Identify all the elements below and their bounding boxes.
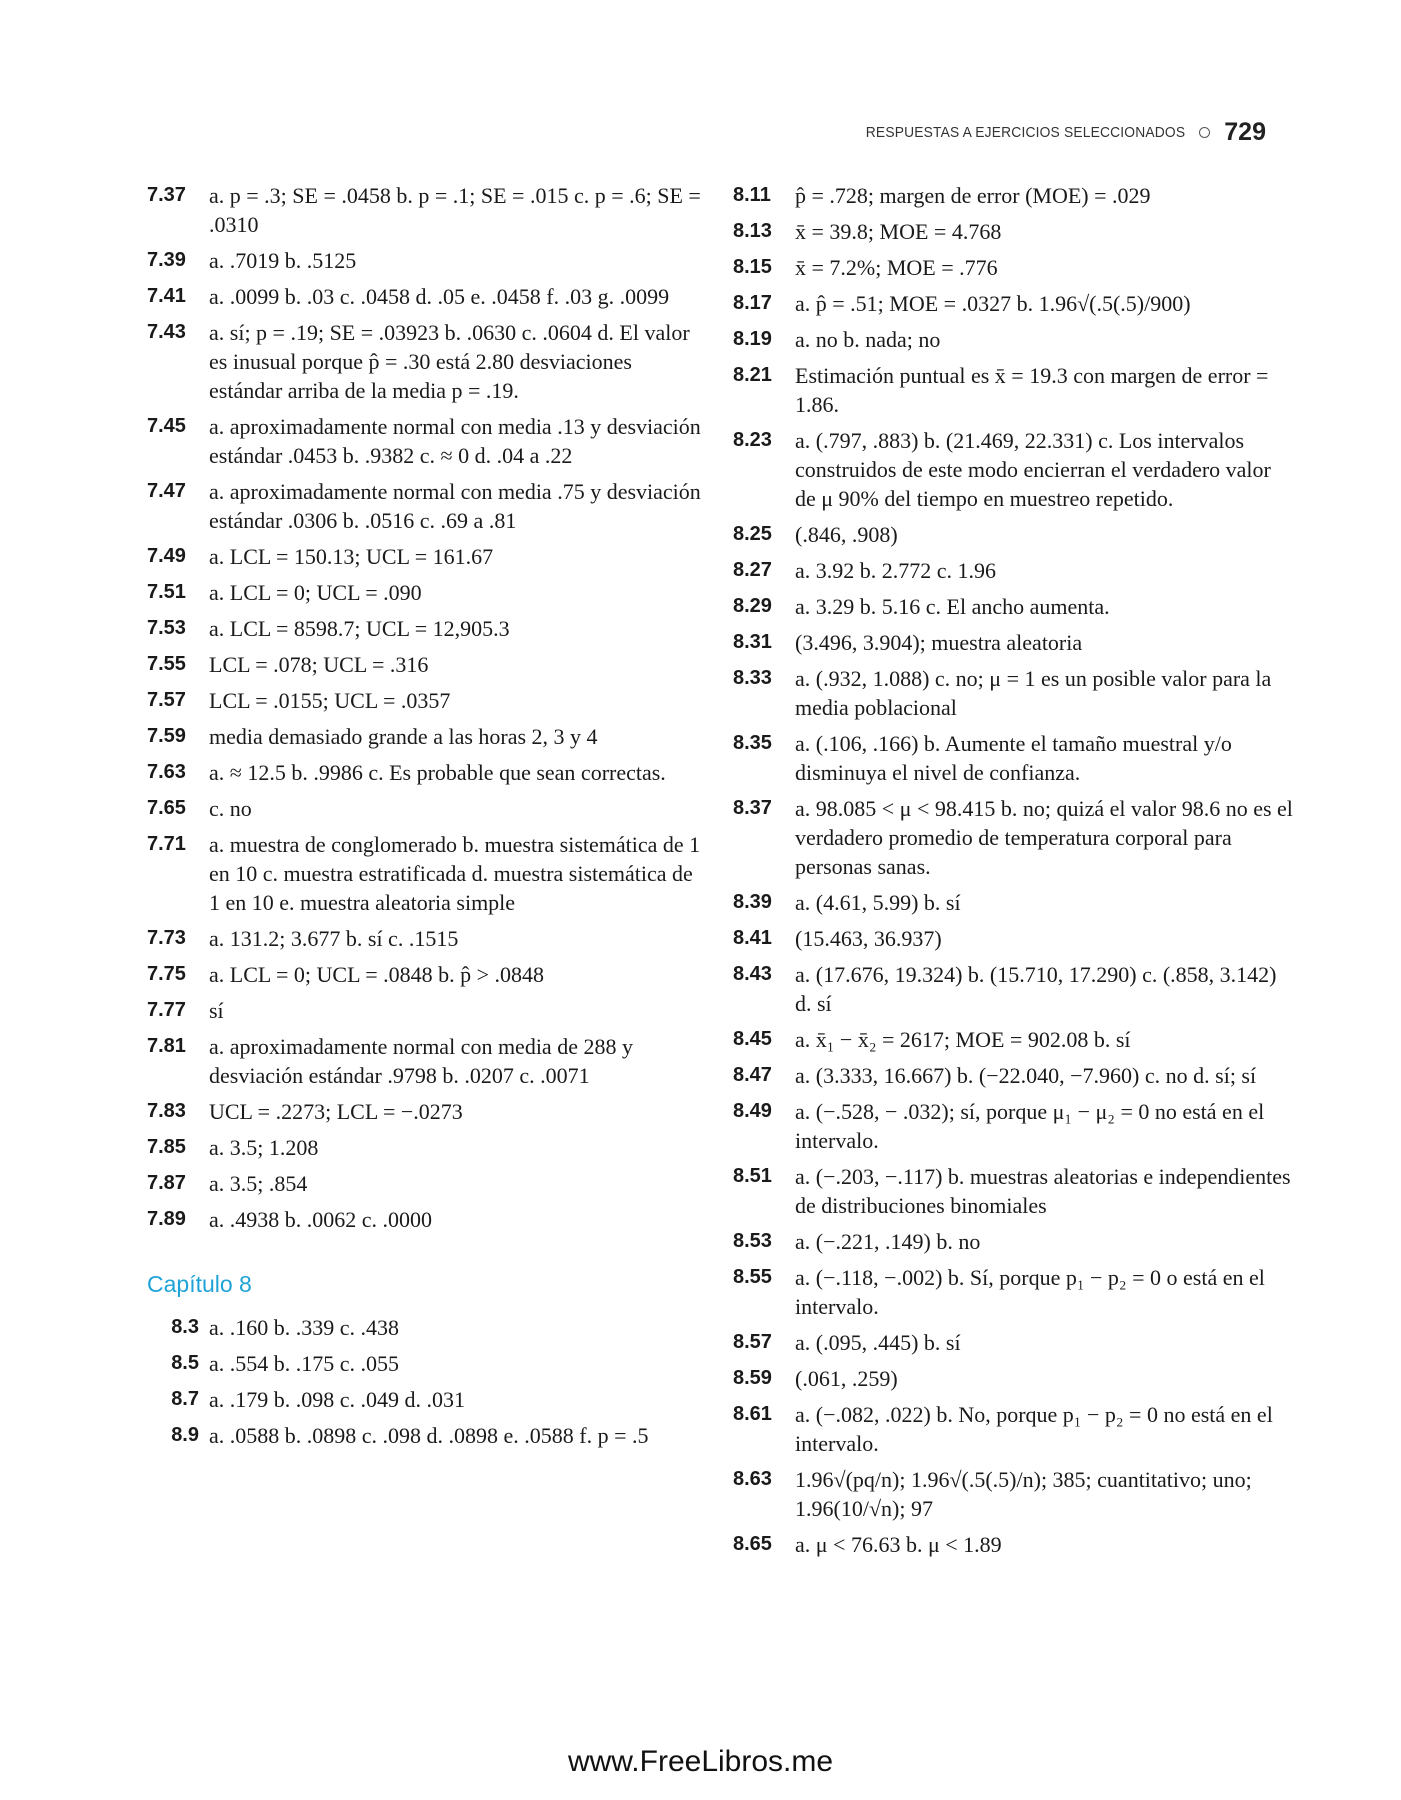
exercise-number: 8.59 xyxy=(733,1367,772,1389)
exercise-number: 7.77 xyxy=(147,999,186,1021)
answer-text: a. μ < 76.63 b. μ < 1.89 xyxy=(795,1532,1002,1557)
answer-text: a. (−.203, −.117) b. muestras aleatorias e independientes de distribuciones binomiales xyxy=(795,1164,1291,1218)
answer-entry xyxy=(147,412,707,470)
answer-entry xyxy=(733,325,1293,354)
answer-entry xyxy=(733,1061,1293,1090)
exercise-number: 8.7 xyxy=(171,1388,199,1410)
exercise-number: 7.89 xyxy=(147,1208,186,1230)
exercise-number: 7.37 xyxy=(147,184,186,206)
exercise-number: 8.27 xyxy=(733,559,772,581)
answer-text: a. (.797, .883) b. (21.469, 22.331) c. Los intervalos construidos de este modo encierran el verdadero valor de μ 90% del tiempo en muestreo repetido. xyxy=(795,428,1271,511)
answer-entry xyxy=(147,1349,707,1378)
answer-entry xyxy=(147,181,707,239)
answer-entry xyxy=(733,794,1293,881)
exercise-number: 7.75 xyxy=(147,963,186,985)
answer-entry xyxy=(147,830,707,917)
running-title: RESPUESTAS A EJERCICIOS SELECCIONADOS xyxy=(865,124,1186,141)
exercise-number: 8.57 xyxy=(733,1331,772,1353)
exercise-number: 8.5 xyxy=(171,1352,199,1374)
exercise-number: 8.41 xyxy=(733,927,772,949)
answer-text: a. x̄₁ − x̄₂ = 2617; MOE = 902.08 b. sí xyxy=(795,1027,1131,1052)
answer-text: 1.96√(pq/n); 1.96√(.5(.5)/n); 385; cuantitativo; uno; 1.96(10/√n); 97 xyxy=(795,1467,1252,1521)
exercise-number: 8.21 xyxy=(733,364,772,386)
answer-entry xyxy=(147,1133,707,1162)
exercise-number: 8.45 xyxy=(733,1028,772,1050)
answer-text: a. .7019 b. .5125 xyxy=(209,248,357,273)
exercise-number: 7.39 xyxy=(147,249,186,271)
answer-text: LCL = .078; UCL = .316 xyxy=(209,652,429,677)
exercise-number: 8.25 xyxy=(733,523,772,545)
answer-text: a. 3.29 b. 5.16 c. El ancho aumenta. xyxy=(795,594,1110,619)
exercise-number: 8.61 xyxy=(733,1403,772,1425)
answer-entry xyxy=(733,1025,1293,1054)
answer-text: (3.496, 3.904); muestra aleatoria xyxy=(795,630,1083,655)
answer-text: sí xyxy=(209,998,224,1023)
answer-entry xyxy=(733,628,1293,657)
answer-text: a. 3.5; 1.208 xyxy=(209,1135,319,1160)
exercise-number: 7.57 xyxy=(147,689,186,711)
answer-entry xyxy=(733,253,1293,282)
exercise-number: 7.73 xyxy=(147,927,186,949)
exercise-number: 7.71 xyxy=(147,833,186,855)
exercise-number: 8.23 xyxy=(733,429,772,451)
exercise-number: 8.31 xyxy=(733,631,772,653)
answer-text: a. (17.676, 19.324) b. (15.710, 17.290) c. (.858, 3.142) d. sí xyxy=(795,962,1277,1016)
exercise-number: 8.3 xyxy=(171,1316,199,1338)
answer-text: a. ≈ 12.5 b. .9986 c. Es probable que sean correctas. xyxy=(209,760,666,785)
answer-entry xyxy=(147,614,707,643)
answer-entry xyxy=(733,664,1293,722)
answer-text: a. (.106, .166) b. Aumente el tamaño muestral y/o disminuya el nivel de confianza. xyxy=(795,731,1232,785)
answer-text: a. sí; p = .19; SE = .03923 b. .0630 c. .0604 d. El valor es inusual porque p̂ = .30 está 2.80 desviaciones estándar arriba de la media p = .19. xyxy=(209,320,690,403)
answer-entry xyxy=(147,1385,707,1414)
answer-text: a. LCL = 0; UCL = .090 xyxy=(209,580,422,605)
answer-entry xyxy=(147,542,707,571)
answer-text: a. (−.221, .149) b. no xyxy=(795,1229,981,1254)
answer-entry xyxy=(733,729,1293,787)
answer-text: a. aproximadamente normal con media .75 y desviación estándar .0306 b. .0516 c. .69 a .81 xyxy=(209,479,701,533)
answer-text: a. (3.333, 16.667) b. (−22.040, −7.960) c. no d. sí; sí xyxy=(795,1063,1257,1088)
page-number: 729 xyxy=(1224,118,1266,146)
exercise-number: 7.47 xyxy=(147,480,186,502)
answer-entry xyxy=(147,722,707,751)
answer-text: c. no xyxy=(209,796,252,821)
answer-entry xyxy=(733,1263,1293,1321)
answer-text: Estimación puntual es x̄ = 19.3 con margen de error = 1.86. xyxy=(795,363,1269,417)
exercise-number: 7.43 xyxy=(147,321,186,343)
answer-entry xyxy=(733,1097,1293,1155)
exercise-number: 7.85 xyxy=(147,1136,186,1158)
answer-text: a. .554 b. .175 c. .055 xyxy=(209,1351,400,1376)
answer-text: (15.463, 36.937) xyxy=(795,926,942,951)
exercise-number: 8.47 xyxy=(733,1064,772,1086)
exercise-number: 7.45 xyxy=(147,415,186,437)
exercise-number: 7.59 xyxy=(147,725,186,747)
exercise-number: 7.53 xyxy=(147,617,186,639)
answer-text: a. .160 b. .339 c. .438 xyxy=(209,1315,400,1340)
answer-entry xyxy=(147,1169,707,1198)
left-column xyxy=(147,181,707,1457)
answer-entry xyxy=(733,520,1293,549)
exercise-number: 7.63 xyxy=(147,761,186,783)
answer-entry xyxy=(147,318,707,405)
exercise-number: 7.55 xyxy=(147,653,186,675)
answer-entry xyxy=(147,282,707,311)
answer-entry xyxy=(147,650,707,679)
answer-entry xyxy=(147,924,707,953)
answer-text: a. .0099 b. .03 c. .0458 d. .05 e. .0458 f. .03 g. .0099 xyxy=(209,284,670,309)
answer-entry xyxy=(733,361,1293,419)
exercise-number: 7.41 xyxy=(147,285,186,307)
answer-entry xyxy=(733,1162,1293,1220)
page-header xyxy=(838,118,1266,147)
circle-icon xyxy=(1199,127,1210,138)
answer-entry xyxy=(147,1205,707,1234)
answer-text: a. (.095, .445) b. sí xyxy=(795,1330,961,1355)
exercise-number: 8.49 xyxy=(733,1100,772,1122)
answer-text: a. 3.5; .854 xyxy=(209,1171,308,1196)
answer-list-ch8-continued xyxy=(733,181,1293,1559)
exercise-number: 7.81 xyxy=(147,1035,186,1057)
answer-entry xyxy=(733,217,1293,246)
exercise-number: 8.55 xyxy=(733,1266,772,1288)
answer-text: UCL = .2273; LCL = −.0273 xyxy=(209,1099,463,1124)
exercise-number: 7.83 xyxy=(147,1100,186,1122)
answer-text: LCL = .0155; UCL = .0357 xyxy=(209,688,451,713)
answer-entry xyxy=(733,426,1293,513)
answer-text: a. .0588 b. .0898 c. .098 d. .0898 e. .0588 f. p = .5 xyxy=(209,1423,649,1448)
answer-text: a. (4.61, 5.99) b. sí xyxy=(795,890,961,915)
exercise-number: 8.19 xyxy=(733,328,772,350)
answer-list-ch7 xyxy=(147,181,707,1234)
answer-entry xyxy=(733,888,1293,917)
exercise-number: 8.33 xyxy=(733,667,772,689)
answer-text: p̂ = .728; margen de error (MOE) = .029 xyxy=(795,183,1151,208)
exercise-number: 7.87 xyxy=(147,1172,186,1194)
answer-entry xyxy=(733,1400,1293,1458)
answer-text: a. aproximadamente normal con media de 288 y desviación estándar .9798 b. .0207 c. .0071 xyxy=(209,1034,633,1088)
answer-text: a. 3.92 b. 2.772 c. 1.96 xyxy=(795,558,997,583)
exercise-number: 8.11 xyxy=(733,184,771,206)
answer-text: a. (−.082, .022) b. No, porque p₁ − p₂ = 0 no está en el intervalo. xyxy=(795,1402,1273,1456)
answer-text: a. LCL = 8598.7; UCL = 12,905.3 xyxy=(209,616,510,641)
answer-text: a. p = .3; SE = .0458 b. p = .1; SE = .015 c. p = .6; SE = .0310 xyxy=(209,183,701,237)
exercise-number: 7.49 xyxy=(147,545,186,567)
answer-text: a. .179 b. .098 c. .049 d. .031 xyxy=(209,1387,466,1412)
answer-text: a. 98.085 < μ < 98.415 b. no; quizá el valor 98.6 no es el verdadero promedio de temperatura corporal para personas sanas. xyxy=(795,796,1293,879)
answer-text: a. no b. nada; no xyxy=(795,327,941,352)
answer-entry xyxy=(147,1421,707,1450)
exercise-number: 8.29 xyxy=(733,595,772,617)
exercise-number: 8.53 xyxy=(733,1230,772,1252)
exercise-number: 7.51 xyxy=(147,581,186,603)
exercise-number: 8.15 xyxy=(733,256,772,278)
answer-entry xyxy=(147,246,707,275)
answer-entry xyxy=(733,592,1293,621)
exercise-number: 8.13 xyxy=(733,220,772,242)
answer-entry xyxy=(733,1227,1293,1256)
answer-entry xyxy=(733,960,1293,1018)
answer-text: a. LCL = 150.13; UCL = 161.67 xyxy=(209,544,494,569)
answer-text: a. aproximadamente normal con media .13 y desviación estándar .0453 b. .9382 c. ≈ 0 d. .04 a .22 xyxy=(209,414,701,468)
answer-text: a. (−.118, −.002) b. Sí, porque p₁ − p₂ = 0 o está en el intervalo. xyxy=(795,1265,1265,1319)
answer-entry xyxy=(147,1313,707,1342)
answer-entry xyxy=(147,794,707,823)
exercise-number: 7.65 xyxy=(147,797,186,819)
right-column xyxy=(733,181,1293,1566)
answer-text: x̄ = 39.8; MOE = 4.768 xyxy=(795,219,1002,244)
answer-entry xyxy=(733,289,1293,318)
answer-text: a. (.932, 1.088) c. no; μ = 1 es un posible valor para la media poblacional xyxy=(795,666,1272,720)
answer-text: x̄ = 7.2%; MOE = .776 xyxy=(795,255,998,280)
answer-entry xyxy=(733,924,1293,953)
answer-entry xyxy=(147,1097,707,1126)
exercise-number: 8.63 xyxy=(733,1468,772,1490)
answer-text: a. LCL = 0; UCL = .0848 b. p̂ > .0848 xyxy=(209,962,545,987)
answer-entry xyxy=(147,686,707,715)
answer-entry xyxy=(733,556,1293,585)
answer-entry xyxy=(733,181,1293,210)
answer-text: a. muestra de conglomerado b. muestra sistemática de 1 en 10 c. muestra estratificada d. muestra sistemática de 1 en 10 e. muestra aleatoria simple xyxy=(209,832,701,915)
answer-entry xyxy=(147,960,707,989)
answer-entry xyxy=(733,1530,1293,1559)
exercise-number: 8.43 xyxy=(733,963,772,985)
answer-text: (.846, .908) xyxy=(795,522,898,547)
answer-text: a. 131.2; 3.677 b. sí c. .1515 xyxy=(209,926,459,951)
exercise-number: 8.65 xyxy=(733,1533,772,1555)
answer-text: (.061, .259) xyxy=(795,1366,898,1391)
exercise-number: 8.37 xyxy=(733,797,772,819)
answer-list-ch8 xyxy=(147,1313,707,1450)
answer-text: a. (−.528, − .032); sí, porque μ₁ − μ₂ = 0 no está en el intervalo. xyxy=(795,1099,1265,1153)
exercise-number: 8.17 xyxy=(733,292,772,314)
exercise-number: 8.51 xyxy=(733,1165,772,1187)
answer-entry xyxy=(147,758,707,787)
answer-entry xyxy=(147,1032,707,1090)
answer-entry xyxy=(733,1465,1293,1523)
answer-text: a. p̂ = .51; MOE = .0327 b. 1.96√(.5(.5)/900) xyxy=(795,291,1191,316)
footer-watermark: www.FreeLibros.me xyxy=(567,1745,834,1778)
exercise-number: 8.9 xyxy=(171,1424,199,1446)
answer-entry xyxy=(733,1328,1293,1357)
chapter-heading: Capítulo 8 xyxy=(147,1271,252,1297)
answer-entry xyxy=(733,1364,1293,1393)
answer-entry xyxy=(147,477,707,535)
exercise-number: 8.39 xyxy=(733,891,772,913)
exercise-number: 8.35 xyxy=(733,732,772,754)
answer-text: media demasiado grande a las horas 2, 3 y 4 xyxy=(209,724,598,749)
answer-entry xyxy=(147,578,707,607)
answer-entry xyxy=(147,996,707,1025)
answer-text: a. .4938 b. .0062 c. .0000 xyxy=(209,1207,433,1232)
